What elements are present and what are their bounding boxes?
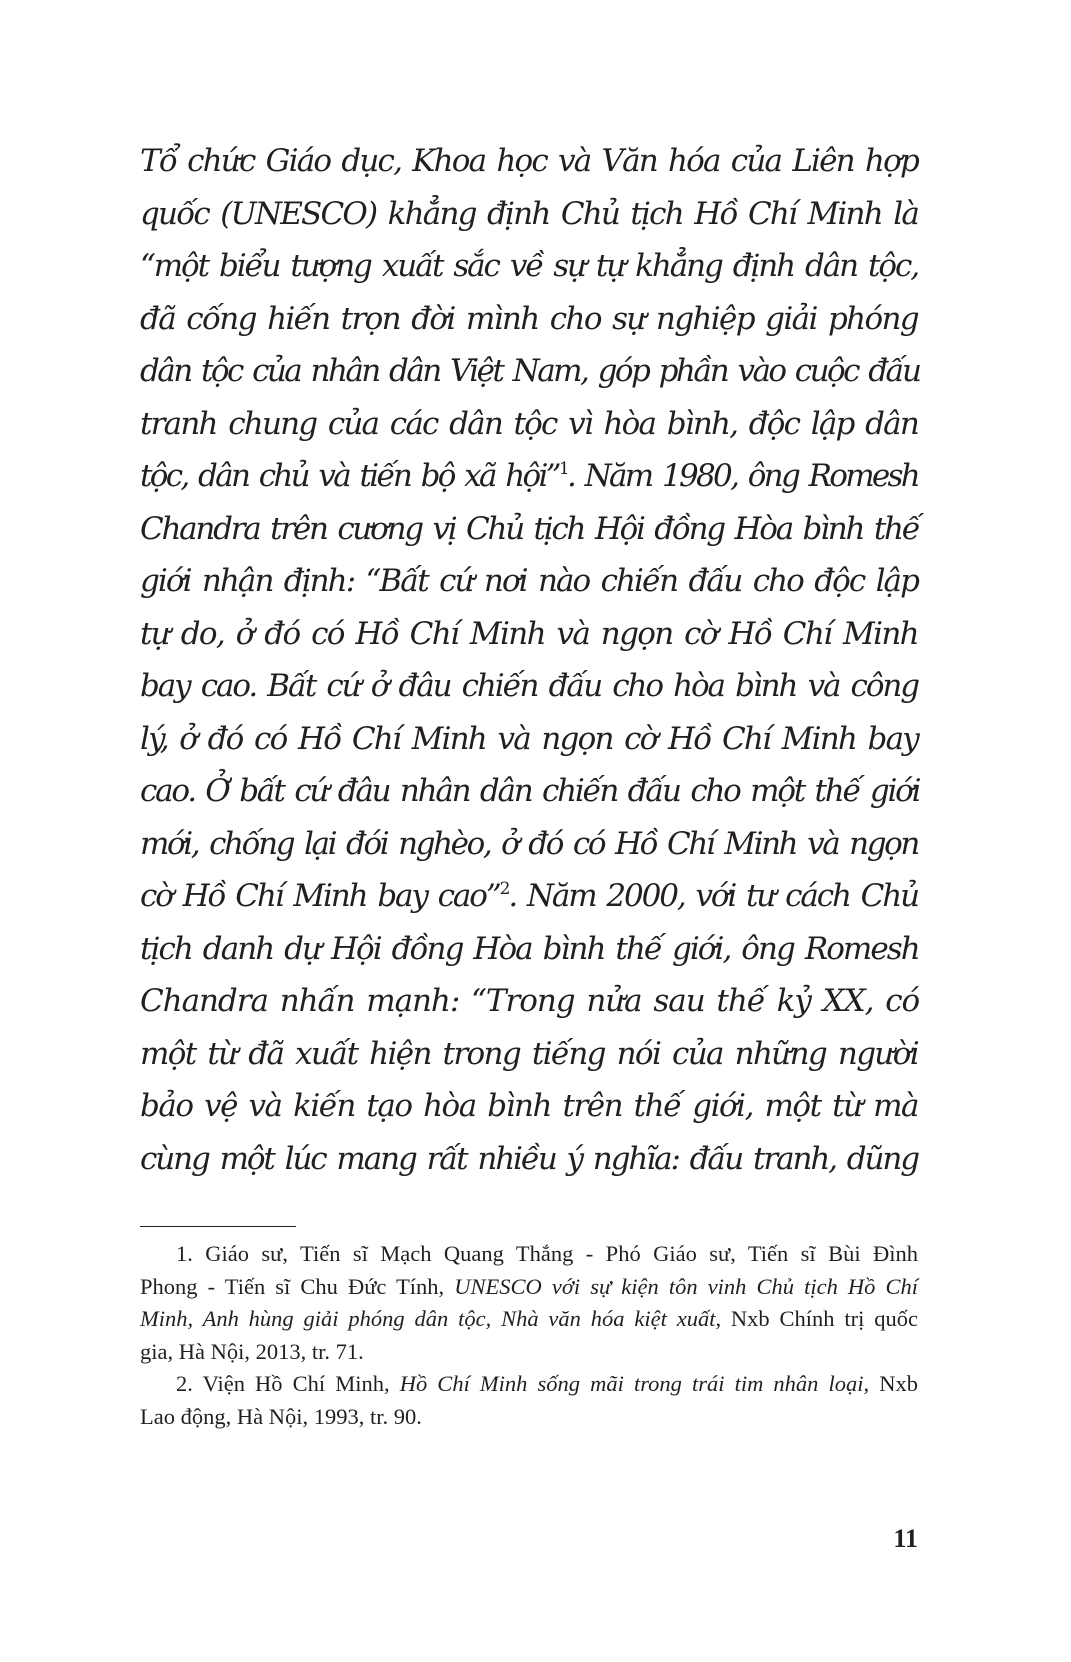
footnote-2-line — [140, 1368, 918, 1401]
footnote-2-title: Hồ Chí Minh sống mãi trong trái tim nhân loại — [399, 1371, 864, 1396]
body-line: cùng một lúc mang rất nhiều ý nghĩa: đấu tranh, dũng — [140, 1140, 918, 1177]
body-line: một từ đã xuất hiện trong tiếng nói của những người — [140, 1035, 918, 1072]
footnote-1-line: 1. Giáo sư, Tiến sĩ Mạch Quang Thắng - Phó Giáo sư, Tiến sĩ Bùi Đình — [176, 1241, 918, 1266]
body-line: lý, ở đó có Hồ Chí Minh và ngọn cờ Hồ Chí Minh bay — [140, 720, 918, 757]
body-line: đã cống hiến trọn đời mình cho sự nghiệp giải phóng — [140, 300, 918, 337]
body-line: tranh chung của các dân tộc vì hòa bình, độc lập dân — [140, 405, 918, 442]
body-line: tịch danh dự Hội đồng Hòa bình thế giới, ông Romesh — [140, 930, 919, 967]
footnote-1-authors: Phong - Tiến sĩ Chu Đức Tính, — [140, 1273, 455, 1299]
footnote-1-title: UNESCO với sự kiện tôn vinh Chủ tịch Hồ Chí — [454, 1273, 919, 1299]
footnote-1-line — [140, 1303, 918, 1336]
footnote-2-author: 2. Viện Hồ Chí Minh, — [176, 1371, 400, 1396]
body-line: bảo vệ và kiến tạo hòa bình trên thế giới, một từ mà — [140, 1088, 918, 1124]
body-line-quote-end: cờ Hồ Chí Minh bay cao” — [140, 878, 500, 914]
body-line-quote-end: tộc, dân chủ và tiến bộ xã hội” — [140, 458, 559, 494]
footnote-separator — [140, 1226, 296, 1227]
body-line — [140, 870, 918, 923]
footnote-1-line: gia, Hà Nội, 2013, tr. 71. — [140, 1338, 364, 1364]
page-number: 11 — [893, 1524, 918, 1553]
body-line: giới nhận định: “Bất cứ nơi nào chiến đấu cho độc lập — [140, 563, 918, 599]
body-line-continuation: . Năm 1980, ông Romesh — [566, 458, 919, 494]
footnote-ref-2: 2 — [499, 879, 509, 899]
body-line: “một biểu tượng xuất sắc về sự tự khẳng định dân tộc, — [140, 248, 918, 284]
main-body-text — [140, 135, 918, 1185]
footnote-1-title: Minh, Anh hùng giải phóng dân tộc, Nhà văn hóa kiệt xuất — [140, 1306, 716, 1331]
footnotes — [140, 1238, 918, 1433]
body-line: cao. Ở bất cứ đâu nhân dân chiến đấu cho một thế giới — [140, 773, 920, 809]
body-line: mới, chống lại đói nghèo, ở đó có Hồ Chí Minh và ngọn — [140, 825, 918, 862]
body-line: Tổ chức Giáo dục, Khoa học và Văn hóa của Liên hợp — [140, 143, 918, 179]
body-line: tự do, ở đó có Hồ Chí Minh và ngọn cờ Hồ Chí Minh — [140, 615, 918, 652]
footnote-ref-1: 1 — [558, 459, 567, 479]
footnote-1-line — [140, 1271, 918, 1304]
body-line-continuation: . Năm 2000, với tư cách Chủ — [508, 878, 918, 914]
body-line: bay cao. Bất cứ ở đâu chiến đấu cho hòa bình và công — [140, 668, 918, 704]
body-line — [140, 450, 918, 503]
body-line: dân tộc của nhân dân Việt Nam, góp phần vào cuộc đấu — [140, 353, 920, 389]
body-line: Chandra nhấn mạnh: “Trong nửa sau thế kỷ XX, có — [140, 983, 920, 1019]
body-line: Chandra trên cương vị Chủ tịch Hội đồng Hòa bình thế — [140, 510, 919, 547]
footnote-2-publisher: , Nxb — [863, 1371, 918, 1396]
body-line: quốc (UNESCO) khẳng định Chủ tịch Hồ Chí Minh là — [140, 195, 918, 232]
footnote-2-line: Lao động, Hà Nội, 1993, tr. 90. — [140, 1403, 422, 1429]
footnote-1-publisher: , Nxb Chính trị quốc — [715, 1306, 918, 1331]
